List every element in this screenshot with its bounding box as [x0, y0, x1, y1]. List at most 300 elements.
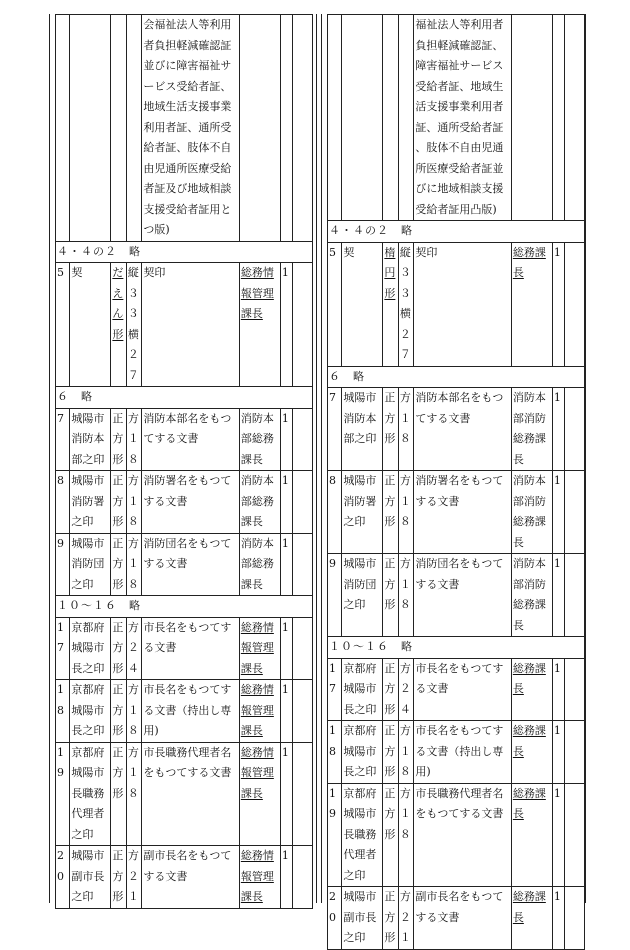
seal-custodian: [239, 617, 280, 680]
seal-name: [342, 887, 383, 950]
seal-name-text: 城陽市消防団之印: [343, 557, 377, 611]
seal-size-text: 方２４: [127, 620, 139, 675]
seal-count-text: 1: [281, 411, 289, 425]
seal-count-text: 1: [553, 724, 561, 737]
right-margin-rule: [585, 14, 586, 903]
seal-name: [70, 846, 111, 909]
seal-custodian-text: 消防本部消防総務課長: [512, 557, 546, 632]
seal-number: [328, 471, 342, 554]
seal-number-text: 8: [329, 474, 336, 487]
seal-count-text: 1: [553, 245, 561, 259]
continuation-line: 活支援事業利用者: [415, 100, 504, 113]
seal-shape-text: 正方形: [384, 391, 396, 445]
empty-cell: [70, 15, 111, 242]
seal-use: [142, 846, 239, 909]
seal-shape-text: 正方形: [384, 786, 396, 841]
section-heading: [56, 387, 313, 409]
section-heading-text: ４・４の２ 略: [57, 244, 141, 258]
continuation-use-cell: [414, 15, 511, 221]
empty-cell: [293, 471, 313, 534]
seal-custodian-text: 総務課長: [512, 890, 546, 924]
seal-number: [328, 783, 342, 887]
seal-name: [342, 658, 383, 721]
seal-use-text: 消防署名をもつてする文書: [143, 474, 232, 508]
continuation-line: 、肢体不自由児通: [415, 141, 504, 154]
continuation-line: 由児通所医療受給: [143, 161, 232, 175]
continuation-line: 福祉法人等利用者: [415, 18, 504, 31]
seal-custodian-text: 総務課長: [512, 786, 546, 820]
seal-count-text: 1: [553, 786, 561, 800]
seal-name-text: 契: [71, 266, 83, 279]
seal-count: [552, 388, 564, 471]
seal-count: [552, 242, 564, 366]
empty-cell: [552, 15, 564, 221]
seal-size-text: 方２１: [127, 849, 139, 903]
continuation-line: ービス受給者証、: [143, 79, 232, 93]
empty-cell: [293, 15, 313, 242]
continuation-row: [328, 15, 585, 221]
seal-name-text: 城陽市副市長之印: [71, 849, 105, 903]
seal-name-text: 城陽市消防本部之印: [71, 411, 105, 466]
empty-cell: [280, 15, 292, 242]
continuation-row: [56, 15, 313, 242]
seal-row: [56, 471, 313, 534]
empty-cell: [293, 680, 313, 743]
seal-shape: [383, 242, 399, 366]
seal-size: [126, 471, 142, 534]
seal-number: [56, 742, 70, 846]
section-heading: [56, 241, 313, 263]
seal-count: [280, 263, 292, 387]
seal-shape: [111, 263, 127, 387]
seal-name-text: 京都府城陽市長職務代理者之印: [343, 786, 377, 882]
seal-custodian: [239, 263, 280, 387]
seal-use-text: 副市長名をもつてする文書: [143, 849, 232, 883]
seal-number: [328, 658, 342, 721]
seal-count-text: 1: [553, 474, 561, 487]
seal-size-text: 方１８: [399, 557, 411, 611]
seal-number-text: 17: [57, 620, 64, 654]
continuation-line: 障害福祉サービス: [415, 59, 504, 72]
continuation-line: 支援受給者証用と: [143, 202, 232, 216]
seal-count-text: 1: [281, 474, 289, 487]
empty-cell: [342, 15, 383, 221]
seal-custodian-text: 消防本部総務課長: [240, 536, 274, 591]
seal-name-text: 京都府城陽市長之印: [71, 620, 105, 675]
seal-shape-text: 正方形: [384, 557, 396, 611]
seal-size-text: 方１８: [127, 745, 139, 800]
seal-shape-text: 正方形: [384, 661, 396, 716]
seal-custodian: [239, 742, 280, 846]
seal-use: [142, 471, 239, 534]
seal-size: [398, 388, 414, 471]
seal-shape: [111, 471, 127, 534]
seal-custodian-text: 消防本部消防総務課長: [512, 391, 546, 466]
seal-size: [126, 408, 142, 471]
empty-cell: [111, 15, 127, 242]
seal-use: [142, 617, 239, 680]
seal-custodian: [511, 388, 552, 471]
seal-name: [342, 388, 383, 471]
section-heading: [328, 221, 585, 243]
seal-use-text: 契印: [415, 245, 438, 259]
empty-cell: [293, 533, 313, 596]
seal-number: [56, 263, 70, 387]
seal-number: [56, 846, 70, 909]
section-heading-text: １０～１６ 略: [329, 640, 413, 653]
empty-cell: [328, 15, 342, 221]
seal-size: [398, 554, 414, 637]
seal-use-text: 市長名をもつてする文書: [143, 620, 232, 654]
seal-number-text: 20: [329, 890, 336, 924]
seal-size-text: 方１８: [127, 536, 139, 591]
seal-use-text: 消防本部名をもつてする文書: [143, 411, 232, 445]
seal-count: [280, 846, 292, 909]
seal-row: [56, 846, 313, 909]
seal-shape: [111, 846, 127, 909]
seal-name-text: 京都府城陽市長之印: [343, 661, 377, 716]
continuation-line: 負担軽減確認証、: [415, 38, 504, 52]
seal-name: [342, 471, 383, 554]
seal-name-text: 城陽市消防団之印: [71, 536, 105, 591]
seal-custodian: [239, 846, 280, 909]
seal-use: [142, 263, 239, 387]
seal-count-text: 1: [281, 536, 289, 550]
seal-name-text: 城陽市消防署之印: [71, 474, 105, 528]
seal-row: [56, 263, 313, 387]
seal-count: [280, 617, 292, 680]
seal-count-text: 1: [553, 557, 561, 570]
seal-size-text: 方１８: [399, 786, 411, 841]
section-heading-row: [56, 387, 313, 409]
seal-number: [328, 721, 342, 784]
seal-custodian-text: 消防本部消防総務課長: [512, 474, 546, 549]
seal-number: [328, 887, 342, 950]
seal-shape: [383, 388, 399, 471]
empty-cell: [56, 15, 70, 242]
seal-row: [328, 658, 585, 721]
seal-custodian: [511, 721, 552, 784]
seal-custodian: [511, 554, 552, 637]
seal-shape: [383, 554, 399, 637]
seal-use-text: 消防本部名をもつてする文書: [415, 391, 504, 425]
empty-cell: [565, 783, 585, 887]
seal-number-text: 20: [57, 849, 64, 883]
section-heading-text: ４・４の２ 略: [329, 224, 413, 237]
seal-size-text: 方１８: [399, 724, 411, 778]
seal-count: [280, 680, 292, 743]
seal-size: [398, 783, 414, 887]
seal-size-text: 方２４: [399, 661, 411, 716]
seal-row: [56, 617, 313, 680]
seal-number: [56, 680, 70, 743]
seal-name-text: 京都府城陽市長職務代理者之印: [71, 745, 105, 841]
seal-use-text: 契印: [143, 266, 166, 279]
seal-number-text: 5: [57, 266, 64, 279]
old-provision-column: [55, 14, 313, 909]
seal-count: [280, 408, 292, 471]
seal-count: [552, 887, 564, 950]
seal-number: [328, 242, 342, 366]
seal-shape: [383, 471, 399, 554]
seal-name: [342, 242, 383, 366]
seal-name-text: 京都府城陽市長之印: [343, 724, 377, 778]
seal-name: [342, 721, 383, 784]
empty-cell: [511, 15, 552, 221]
seal-count-text: 1: [281, 683, 289, 696]
seal-use-text: 市長職務代理者名をもつてする文書: [143, 745, 232, 779]
seal-number-text: 8: [57, 474, 64, 487]
seal-size: [126, 742, 142, 846]
seal-shape: [111, 742, 127, 846]
continuation-line: 証、通所受給者証: [415, 120, 504, 134]
seal-row: [56, 408, 313, 471]
seal-name-text: 城陽市消防本部之印: [343, 391, 377, 445]
seal-row: [328, 471, 585, 554]
seal-size-text: 方１８: [127, 411, 139, 466]
seal-custodian-text: 消防本部総務課長: [240, 474, 274, 528]
seal-custodian: [511, 887, 552, 950]
seal-use: [414, 242, 511, 366]
empty-cell: [383, 15, 399, 221]
seal-number: [56, 533, 70, 596]
seal-use: [414, 388, 511, 471]
seal-custodian: [511, 658, 552, 721]
empty-cell: [293, 846, 313, 909]
seal-row: [56, 533, 313, 596]
seal-use-text: 市長名をもつてする文書（持出し専用): [415, 724, 504, 778]
seal-name-text: 契: [343, 245, 355, 259]
continuation-line: 所医療受給者証並: [415, 161, 504, 175]
seal-size: [126, 263, 142, 387]
right-divider-rule: [321, 14, 322, 903]
seal-size: [398, 471, 414, 554]
seal-custodian: [511, 242, 552, 366]
seal-use: [142, 742, 239, 846]
section-heading: [56, 596, 313, 618]
seal-shape: [383, 658, 399, 721]
section-heading-row: [328, 366, 585, 388]
continuation-line: 利用者証、通所受: [143, 120, 232, 134]
continuation-line: つ版): [143, 223, 170, 236]
seal-count-text: 1: [553, 661, 561, 675]
seal-count: [552, 658, 564, 721]
seal-shape-text: 正方形: [384, 890, 396, 944]
seal-row: [328, 388, 585, 471]
continuation-line: 並びに障害福祉サ: [143, 59, 232, 72]
seal-number: [328, 554, 342, 637]
seal-size: [398, 658, 414, 721]
seal-custodian: [239, 680, 280, 743]
empty-cell: [565, 554, 585, 637]
seal-shape: [383, 887, 399, 950]
seal-use: [142, 408, 239, 471]
section-heading-text: ６ 略: [329, 369, 365, 383]
seal-table-new: [327, 14, 585, 950]
seal-size: [126, 617, 142, 680]
seal-size: [126, 533, 142, 596]
seal-name-text: 城陽市副市長之印: [343, 890, 377, 944]
seal-size-text: 縦３３横２７: [127, 266, 139, 382]
seal-count-text: 1: [281, 620, 289, 634]
seal-number-text: 9: [57, 536, 64, 550]
seal-number: [56, 471, 70, 534]
seal-size: [398, 721, 414, 784]
empty-cell: [398, 15, 414, 221]
seal-name: [342, 783, 383, 887]
seal-use-text: 消防署名をもつてする文書: [415, 474, 504, 508]
seal-count: [280, 742, 292, 846]
empty-cell: [239, 15, 280, 242]
seal-custodian: [239, 533, 280, 596]
left-margin-rule: [49, 14, 50, 903]
seal-name-text: 城陽市消防署之印: [343, 474, 377, 528]
seal-row: [328, 242, 585, 366]
seal-number-text: 18: [329, 724, 336, 758]
seal-name: [70, 742, 111, 846]
empty-cell: [293, 617, 313, 680]
seal-use-text: 市長名をもつてする文書（持出し専用): [143, 683, 232, 737]
empty-cell: [565, 721, 585, 784]
seal-shape-text: 正方形: [384, 474, 396, 528]
seal-count: [552, 554, 564, 637]
seal-custodian: [239, 408, 280, 471]
section-heading: [328, 366, 585, 388]
seal-size-text: 方１８: [399, 391, 411, 445]
seal-size: [398, 242, 414, 366]
continuation-use-cell: [142, 15, 239, 242]
seal-shape-text: 正方形: [112, 683, 124, 737]
seal-shape-text: 正方形: [112, 474, 124, 528]
seal-number-text: 9: [329, 557, 336, 570]
section-heading-row: [56, 596, 313, 618]
seal-shape: [111, 408, 127, 471]
seal-size: [126, 680, 142, 743]
section-heading-row: [56, 241, 313, 263]
seal-count-text: 1: [281, 745, 289, 759]
new-provision-column: [327, 14, 585, 950]
empty-cell: [565, 887, 585, 950]
continuation-line: びに地域相談支援: [415, 182, 504, 195]
seal-use: [142, 533, 239, 596]
seal-use: [414, 554, 511, 637]
seal-number-text: 18: [57, 683, 64, 717]
continuation-line: 者証及び地域相談: [143, 182, 232, 195]
seal-number-text: 17: [329, 661, 336, 695]
seal-use: [414, 721, 511, 784]
seal-count: [552, 721, 564, 784]
empty-cell: [565, 471, 585, 554]
seal-shape: [111, 533, 127, 596]
seal-use: [142, 680, 239, 743]
seal-number-text: 7: [57, 411, 64, 425]
continuation-line: 地域生活支援事業: [143, 100, 232, 113]
section-heading-text: ６ 略: [57, 390, 93, 403]
seal-row: [328, 887, 585, 950]
seal-custodian-text: 総務情報管理課長: [240, 266, 274, 320]
seal-size-text: 方１８: [127, 474, 139, 528]
seal-custodian-text: 総務課長: [512, 661, 546, 695]
seal-name: [70, 408, 111, 471]
seal-row: [328, 554, 585, 637]
seal-custodian-text: 総務課長: [512, 245, 546, 279]
seal-shape-text: だえん形: [112, 266, 124, 341]
left-divider-rule: [316, 14, 317, 903]
seal-name: [70, 533, 111, 596]
continuation-line: 受給者証、地域生: [415, 79, 504, 93]
seal-count: [552, 471, 564, 554]
seal-size-text: 方１８: [127, 683, 139, 737]
seal-shape-text: 正方形: [112, 536, 124, 591]
seal-number: [56, 617, 70, 680]
seal-custodian-text: 総務情報管理課長: [240, 745, 274, 800]
seal-use: [414, 471, 511, 554]
section-heading: [328, 637, 585, 659]
continuation-line: 者負担軽減確認証: [143, 38, 232, 52]
seal-count-text: 1: [553, 890, 561, 903]
seal-table-old: [55, 14, 313, 909]
seal-number: [56, 408, 70, 471]
seal-shape-text: 正方形: [112, 745, 124, 800]
seal-number: [328, 388, 342, 471]
seal-use: [414, 658, 511, 721]
section-heading-row: [328, 637, 585, 659]
seal-custodian-text: 総務情報管理課長: [240, 620, 274, 675]
seal-count-text: 1: [281, 266, 289, 279]
continuation-line: 給者証、肢体不自: [143, 141, 232, 154]
empty-cell: [293, 742, 313, 846]
seal-count: [552, 783, 564, 887]
seal-use-text: 副市長名をもつてする文書: [415, 890, 504, 924]
seal-name: [70, 263, 111, 387]
empty-cell: [565, 242, 585, 366]
seal-name-text: 京都府城陽市長之印: [71, 683, 105, 737]
seal-custodian: [511, 783, 552, 887]
seal-custodian: [239, 471, 280, 534]
seal-size-text: 方１８: [399, 474, 411, 528]
seal-shape-text: 正方形: [384, 724, 396, 778]
section-heading-row: [328, 221, 585, 243]
continuation-line: 受給者証用凸版): [415, 202, 497, 216]
seal-custodian-text: 総務情報管理課長: [240, 849, 274, 903]
seal-row: [56, 742, 313, 846]
continuation-line: 会福祉法人等利用: [143, 18, 232, 31]
seal-row: [56, 680, 313, 743]
seal-shape: [111, 617, 127, 680]
seal-shape: [111, 680, 127, 743]
seal-use: [414, 783, 511, 887]
empty-cell: [565, 658, 585, 721]
seal-size: [126, 846, 142, 909]
seal-number-text: 5: [329, 245, 336, 259]
seal-count-text: 1: [553, 391, 561, 404]
seal-size-text: 縦３３横２７: [399, 245, 411, 361]
seal-number-text: 7: [329, 391, 336, 404]
seal-use-text: 市長名をもつてする文書: [415, 661, 504, 695]
seal-name: [70, 617, 111, 680]
seal-name: [70, 680, 111, 743]
seal-number-text: 19: [329, 786, 336, 820]
empty-cell: [565, 388, 585, 471]
seal-shape: [383, 721, 399, 784]
empty-cell: [293, 263, 313, 387]
seal-shape-text: 正方形: [112, 849, 124, 903]
seal-custodian-text: 総務課長: [512, 724, 546, 758]
empty-cell: [126, 15, 142, 242]
seal-custodian: [511, 471, 552, 554]
empty-cell: [565, 15, 585, 221]
seal-size-text: 方２１: [399, 890, 411, 944]
